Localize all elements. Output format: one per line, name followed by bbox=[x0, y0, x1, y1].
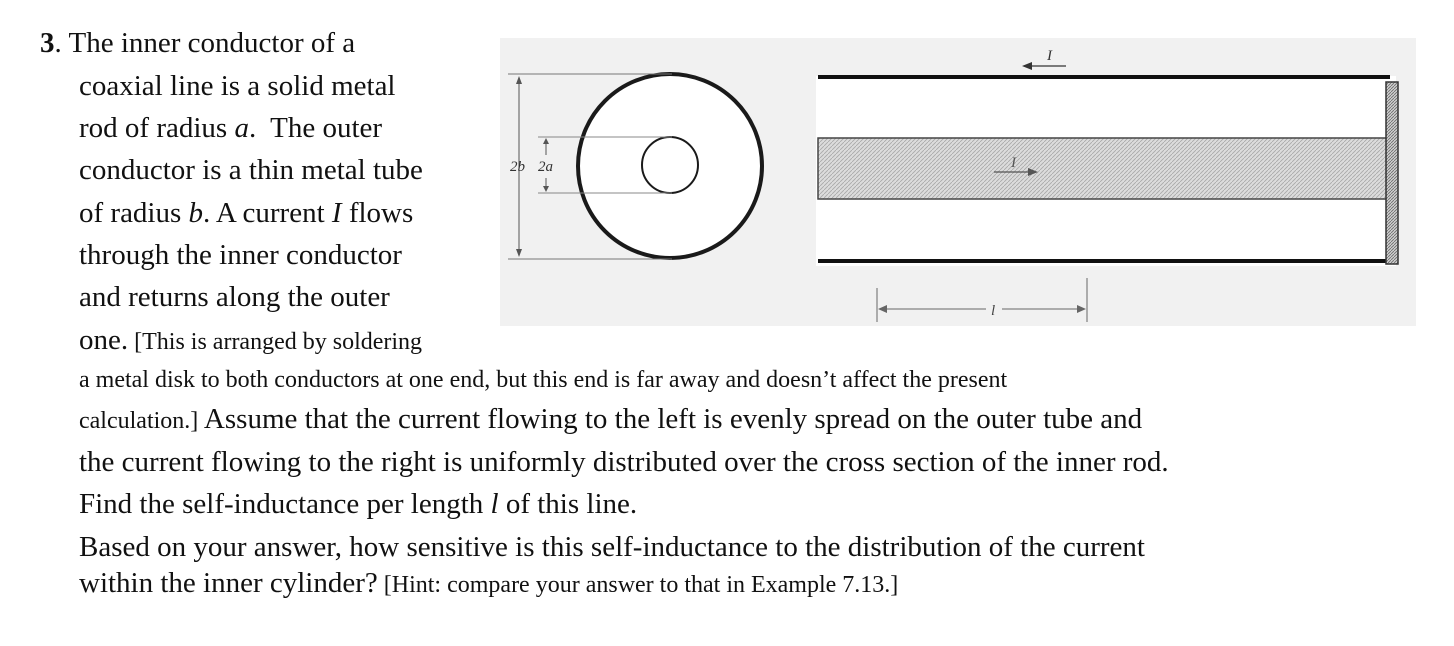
figure-svg bbox=[500, 38, 1416, 326]
variable-I: I bbox=[331, 197, 342, 229]
problem-text: . The outer bbox=[248, 112, 383, 144]
variable-b: b bbox=[188, 197, 204, 229]
problem-line-3 bbox=[79, 114, 382, 143]
problem-line-5 bbox=[79, 199, 413, 228]
problem-line-11: the current flowing to the right is uniformly distributed over the cross section of the inner rod. bbox=[79, 446, 1169, 478]
problem-text: of radius bbox=[79, 197, 189, 229]
problem-line-9: a metal disk to both conductors at one end, but this end is far away and doesn’t affect the present bbox=[79, 367, 1008, 393]
problem-line-12 bbox=[79, 490, 637, 519]
problem-line-8 bbox=[79, 326, 422, 355]
problem-text-small: [This is arranged by soldering bbox=[128, 329, 423, 355]
problem-text: within the inner cylinder? bbox=[79, 567, 378, 599]
label-2a: 2a bbox=[538, 159, 553, 175]
problem-text: The inner conductor of a bbox=[68, 27, 356, 59]
inner-conductor-cross-section bbox=[642, 137, 698, 193]
problem-line-4: conductor is a thin metal tube bbox=[79, 154, 423, 186]
problem-line-10 bbox=[79, 405, 1142, 434]
end-disk bbox=[1386, 82, 1398, 264]
variable-l: l bbox=[490, 488, 499, 520]
problem-text: Find the self-inductance per length bbox=[79, 488, 491, 520]
problem-text: one. bbox=[79, 324, 129, 356]
label-I-inner: I bbox=[1011, 155, 1016, 171]
problem-text-small: calculation.] bbox=[79, 408, 199, 434]
problem-text: flows bbox=[341, 197, 414, 229]
problem-line-14 bbox=[79, 569, 898, 598]
problem-number: 3 bbox=[40, 27, 55, 59]
variable-a: a bbox=[234, 112, 249, 144]
label-2b: 2b bbox=[510, 159, 525, 175]
problem-line-13: Based on your answer, how sensitive is this self-inductance to the distribution of the current bbox=[79, 531, 1145, 563]
inner-conductor-rod bbox=[818, 138, 1390, 199]
problem-line-1 bbox=[40, 29, 355, 58]
problem-line-7: and returns along the outer bbox=[79, 281, 390, 313]
problem-text: rod of radius bbox=[79, 112, 235, 144]
problem-number-suffix: . bbox=[54, 27, 62, 59]
problem-text: Assume that the current flowing to the left is evenly spread on the outer tube and bbox=[198, 403, 1143, 435]
label-length: l bbox=[991, 303, 996, 319]
label-I-outer: I bbox=[1047, 48, 1052, 64]
coaxial-line-figure bbox=[500, 38, 1416, 326]
problem-text: . A current bbox=[203, 197, 332, 229]
problem-text: of this line. bbox=[498, 488, 638, 520]
problem-line-2: coaxial line is a solid metal bbox=[79, 70, 396, 102]
problem-text-small: [Hint: compare your answer to that in Example 7.13.] bbox=[377, 572, 899, 598]
problem-line-6: through the inner conductor bbox=[79, 239, 402, 271]
